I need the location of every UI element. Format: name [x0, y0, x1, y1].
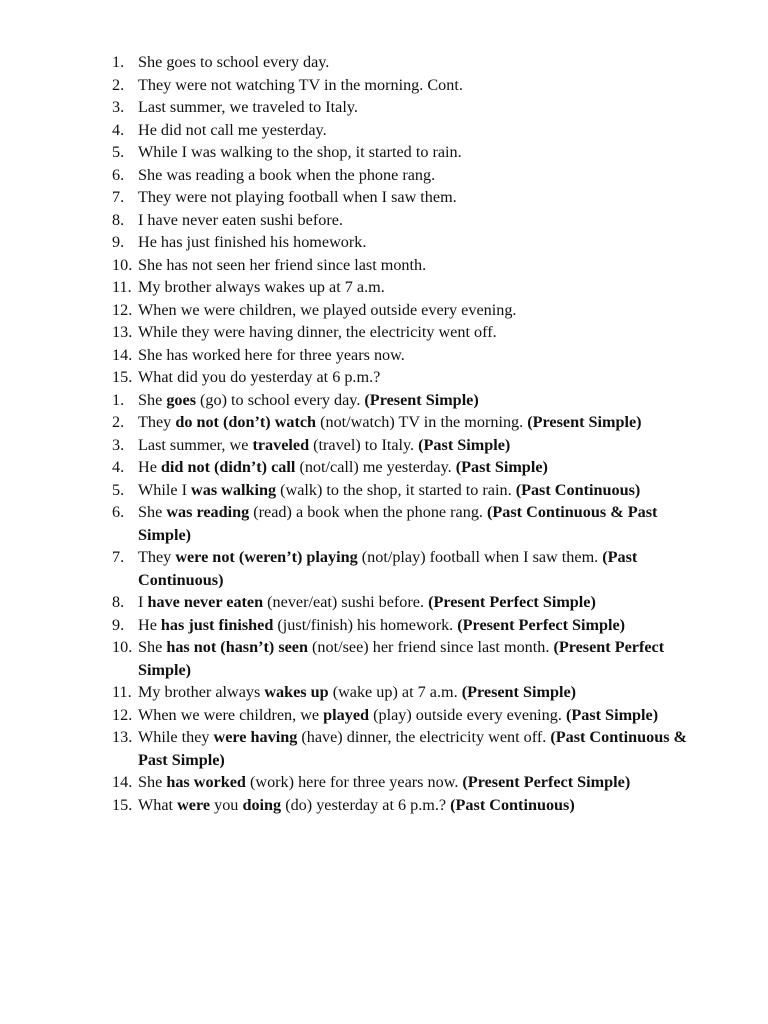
answer-text: She [138, 773, 167, 791]
answer-bold-text: (Past Simple) [418, 435, 511, 454]
item-number: 2. [112, 413, 125, 431]
item-number: 4. [112, 120, 125, 139]
sentence-text: They were not watching TV in the morning. Cont. [138, 75, 463, 94]
answer-bold-text: (Past Continuous & Past Simple) [138, 728, 688, 769]
answer-bold-text: was walking [191, 480, 277, 499]
sentence-text: When we were children, we played outside every evening. [138, 300, 517, 319]
answer-text: When we were children, we [138, 705, 324, 724]
item-number: 8. [112, 593, 125, 611]
item-number: 9. [112, 615, 125, 634]
answer-text: (work) here for three years now. [245, 773, 463, 791]
answer-bold-text: (Past Continuous & Past Simple) [138, 503, 658, 544]
item-number: 13. [112, 323, 133, 341]
answer-bold-text: (Present Perfect Simple) [138, 638, 665, 679]
answer-text: What [138, 795, 178, 814]
answer-bold-text: was reading [166, 503, 250, 521]
sentence-text: What did you do yesterday at 6 p.m.? [138, 368, 381, 386]
answer-text: (never/eat) sushi before. [263, 593, 429, 611]
item-number: 14. [112, 345, 133, 364]
item-number: 3. [112, 98, 125, 116]
answer-bold-text: goes [166, 390, 196, 409]
answer-text: (walk) to the shop, it started to rain. [276, 480, 516, 499]
answer-text: (play) outside every evening. [369, 705, 566, 724]
item-number: 12. [112, 705, 133, 724]
answer-bold-text: were having [213, 728, 298, 746]
answer-text: My brother always [138, 683, 265, 701]
sentence-item [112, 321, 712, 344]
answer-item [112, 389, 712, 412]
answer-bold-text: (Past Continuous) [450, 795, 575, 814]
answer-text: Last summer, we [138, 435, 253, 454]
item-number: 14. [112, 773, 133, 791]
answer-text: He [138, 615, 161, 634]
answer-text: (not/see) her friend since last month. [308, 638, 554, 656]
item-number: 7. [112, 188, 125, 206]
answer-bold-text: (Present Perfect Simple) [457, 615, 626, 634]
item-number: 1. [112, 390, 125, 409]
sentence-item [112, 164, 712, 187]
answer-bold-text: do not (don’t) watch [175, 413, 317, 431]
answer-bold-text: has just finished [160, 615, 274, 634]
item-number: 15. [112, 368, 133, 386]
answer-item [112, 546, 712, 591]
answer-bold-text: wakes up [264, 683, 329, 701]
item-number: 6. [112, 503, 125, 521]
item-number: 6. [112, 165, 125, 184]
answer-text: They [138, 413, 176, 431]
answer-text: (travel) to Italy. [309, 435, 419, 454]
answer-item [112, 794, 712, 817]
sentence-text: She was reading a book when the phone rang. [138, 165, 436, 184]
answer-bold-text: traveled [252, 435, 310, 454]
answer-item [112, 456, 712, 479]
sentence-item [112, 209, 712, 232]
item-number: 9. [112, 233, 125, 251]
item-number: 3. [112, 435, 125, 454]
item-number: 8. [112, 210, 125, 229]
answer-bold-text: were [177, 795, 211, 814]
item-number: 15. [112, 795, 133, 814]
sentence-item [112, 96, 712, 119]
answer-bold-text: have never eaten [147, 593, 264, 611]
sentence-item [112, 254, 712, 277]
item-number: 4. [112, 458, 125, 476]
answer-text: While I [138, 480, 192, 499]
answer-text: (wake up) at 7 a.m. [328, 683, 462, 701]
answer-item [112, 636, 712, 681]
item-number: 5. [112, 480, 125, 499]
answer-bold-text: were not (weren’t) playing [175, 548, 358, 566]
answer-bold-text: played [323, 705, 370, 724]
sentence-item [112, 344, 712, 367]
answer-item [112, 411, 712, 434]
sentence-text: He did not call me yesterday. [138, 120, 327, 139]
answer-text: I [138, 593, 148, 611]
answer-text: While they [138, 728, 214, 746]
answer-bold-text: (Present Simple) [461, 683, 577, 701]
sentence-item [112, 119, 712, 142]
answer-text: (have) dinner, the electricity went off. [297, 728, 551, 746]
answer-text: (not/call) me yesterday. [295, 458, 456, 476]
sentence-text: My brother always wakes up at 7 a.m. [138, 278, 385, 296]
answer-item [112, 434, 712, 457]
answer-text: (just/finish) his homework. [273, 615, 458, 634]
answer-text: She [138, 638, 167, 656]
item-number: 11. [112, 278, 132, 296]
exercise-list [112, 51, 712, 816]
sentence-text: She has worked here for three years now. [138, 345, 405, 364]
answer-text: (not/watch) TV in the morning. [316, 413, 528, 431]
answer-text: (go) to school every day. [196, 390, 365, 409]
answer-text: (do) yesterday at 6 p.m.? [281, 795, 451, 814]
answer-item [112, 726, 712, 771]
sentence-text: While they were having dinner, the electricity went off. [138, 323, 497, 341]
answer-item [112, 681, 712, 704]
answer-item [112, 501, 712, 546]
answer-bold-text: doing [242, 795, 282, 814]
answer-bold-text: (Present Perfect Simple) [462, 773, 631, 791]
answer-text: She [138, 503, 167, 521]
answer-text: you [210, 795, 243, 814]
sentence-text: I have never eaten sushi before. [138, 210, 343, 229]
answer-item [112, 771, 712, 794]
answer-text: They [138, 548, 176, 566]
sentence-item [112, 141, 712, 164]
item-number: 10. [112, 638, 133, 656]
answer-bold-text: (Present Perfect Simple) [428, 593, 596, 611]
sentence-text: While I was walking to the shop, it started to rain. [138, 143, 462, 161]
sentence-text: They were not playing football when I saw them. [138, 188, 457, 206]
answer-bold-text: has not (hasn’t) seen [166, 638, 308, 656]
sentence-text: She goes to school every day. [138, 53, 330, 71]
sentence-item [112, 231, 712, 254]
item-number: 12. [112, 300, 133, 319]
item-number: 2. [112, 75, 125, 94]
answer-bold-text: (Past Continuous) [138, 548, 638, 589]
sentence-item [112, 186, 712, 209]
sentence-text: Last summer, we traveled to Italy. [138, 98, 358, 116]
item-number: 13. [112, 728, 133, 746]
answer-text: She [138, 390, 167, 409]
answer-item [112, 614, 712, 637]
answer-bold-text: (Present Simple) [364, 390, 479, 409]
item-number: 5. [112, 143, 125, 161]
answer-bold-text: has worked [166, 773, 246, 791]
sentence-item [112, 366, 712, 389]
answer-item [112, 591, 712, 614]
answer-bold-text: did not (didn’t) call [160, 458, 296, 476]
item-number: 10. [112, 255, 133, 274]
sentence-text: She has not seen her friend since last month. [138, 255, 427, 274]
answer-text: (not/play) football when I saw them. [357, 548, 603, 566]
answer-bold-text: (Past Continuous) [515, 480, 641, 499]
sentence-item [112, 51, 712, 74]
sentence-item [112, 299, 712, 322]
item-number: 1. [112, 53, 125, 71]
answer-item [112, 479, 712, 502]
sentence-item [112, 74, 712, 97]
answer-text: (read) a book when the phone rang. [249, 503, 488, 521]
answer-bold-text: (Past Simple) [455, 458, 548, 476]
answer-text: He [138, 458, 161, 476]
answer-bold-text: (Past Simple) [565, 705, 659, 724]
sentence-item [112, 276, 712, 299]
item-number: 7. [112, 548, 125, 566]
sentence-text: He has just finished his homework. [138, 233, 367, 251]
answer-bold-text: (Present Simple) [527, 413, 642, 431]
item-number: 11. [112, 683, 132, 701]
answer-item [112, 704, 712, 727]
